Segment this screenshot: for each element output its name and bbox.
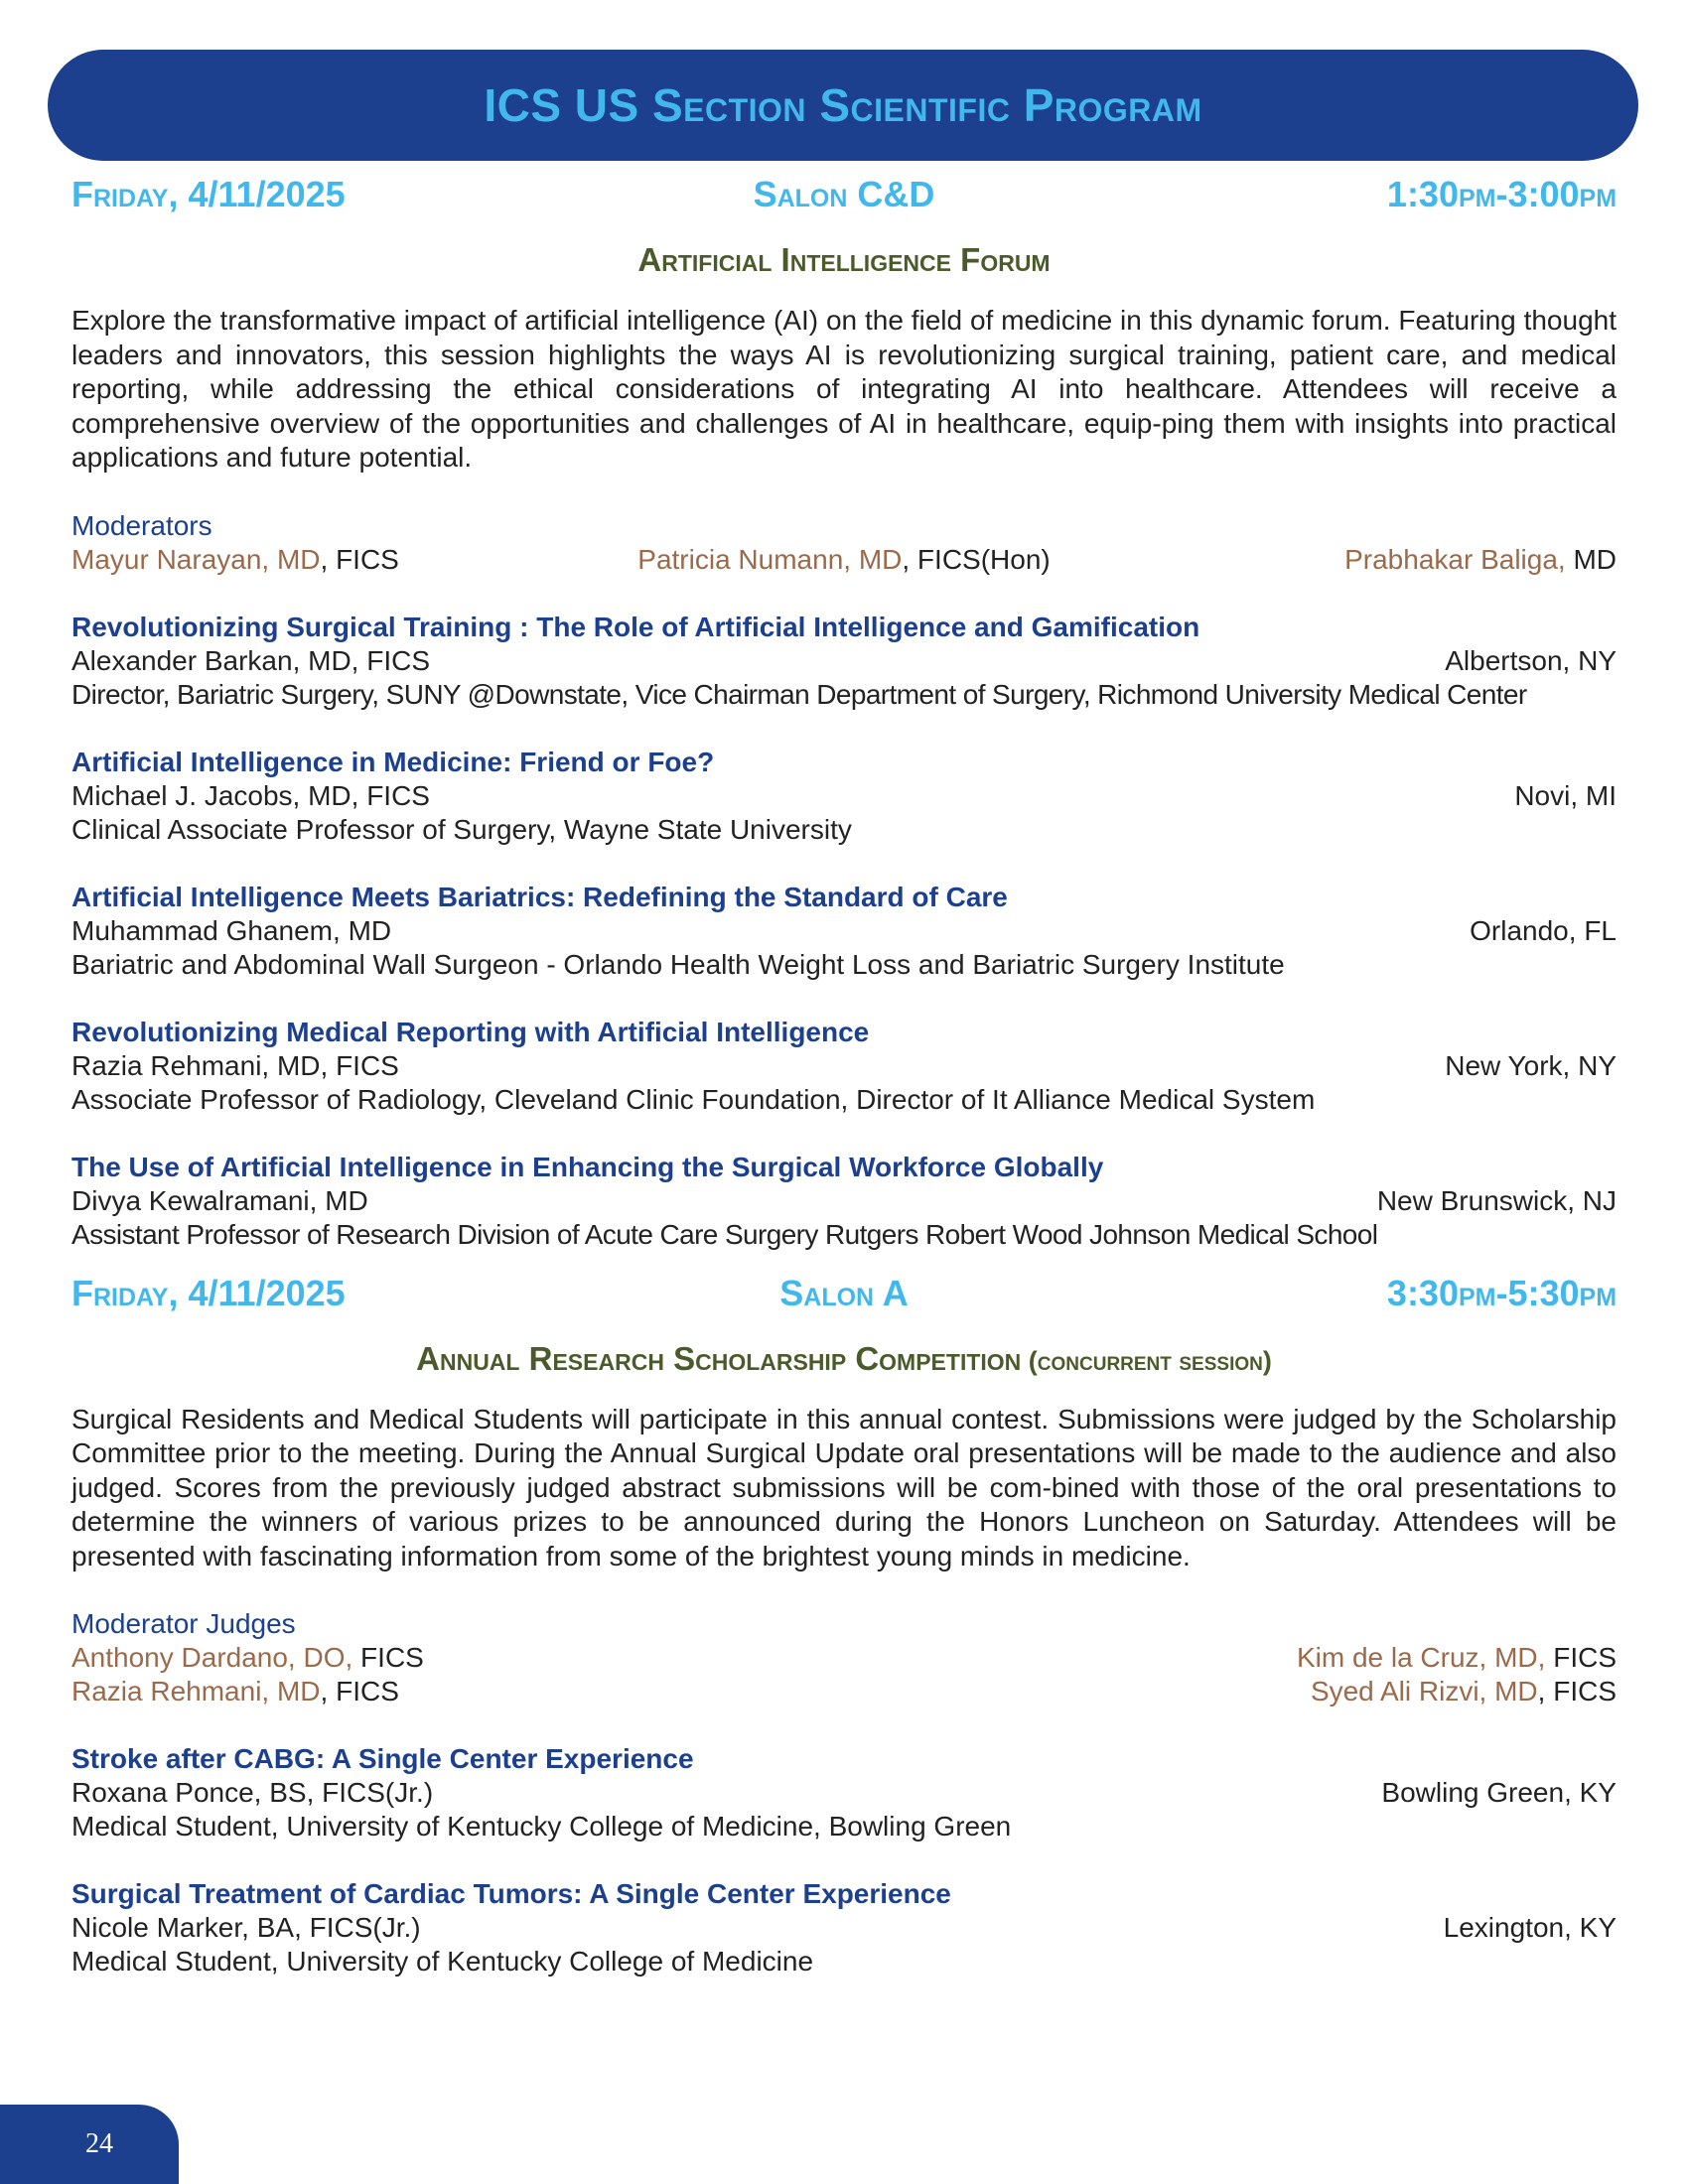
talk-location: Lexington, KY xyxy=(1443,1912,1617,1943)
judge-credentials: , FICS xyxy=(320,1676,399,1706)
page-number-tab xyxy=(0,2105,179,2184)
talk-location: New Brunswick, NJ xyxy=(1376,1184,1617,1216)
moderator xyxy=(587,543,1102,577)
session-room: Salon C&D xyxy=(753,174,935,214)
talk-title: Revolutionizing Medical Reporting with Artificial Intelligence xyxy=(71,1016,870,1047)
talk-location: Orlando, FL xyxy=(1470,914,1617,946)
talk-speaker: Michael J. Jacobs, MD, FICS xyxy=(71,779,430,811)
session-time: 3:30pm-5:30pm xyxy=(1386,1272,1618,1313)
moderator-credentials: , FICS(Hon) xyxy=(902,543,1051,575)
talk-speaker-row xyxy=(71,1049,1617,1083)
moderators-row xyxy=(71,543,1617,577)
talk-affiliation: Associate Professor of Radiology, Cleveland Clinic Foundation, Director of It Alliance Medical System xyxy=(71,1083,1316,1115)
talk-affiliation: Assistant Professor of Research Division of Acute Care Surgery Rutgers Robert Wood Johnson Medical School xyxy=(71,1218,1378,1250)
session-title-text: Annual Research Scholarship Competition xyxy=(416,1339,1022,1377)
session-day: Friday, 4/11/2025 xyxy=(71,174,346,214)
moderator xyxy=(71,543,587,577)
judge-name: Razia Rehmani, MD xyxy=(71,1676,321,1706)
talk-speaker-row xyxy=(71,644,1617,678)
session-room: Salon A xyxy=(779,1272,909,1313)
session-title xyxy=(71,238,1617,282)
header-banner xyxy=(48,50,1638,161)
session-day: Friday, 4/11/2025 xyxy=(71,1272,346,1313)
talk-entry xyxy=(71,1016,1617,1117)
talk-speaker: Nicole Marker, BA, FICS(Jr.) xyxy=(71,1912,421,1943)
talk-entry xyxy=(71,746,1617,847)
talk-speaker: Alexander Barkan, MD, FICS xyxy=(71,644,431,676)
talk-title: Artificial Intelligence Meets Bariatrics: Redefining the Standard of Care xyxy=(71,881,1008,912)
talk-title: Artificial Intelligence in Medicine: Friend or Foe? xyxy=(71,746,715,777)
moderator-credentials: , FICS xyxy=(320,543,399,575)
talk-speaker-row xyxy=(71,1911,1617,1945)
talk-affiliation: Bariatric and Abdominal Wall Surgeon - Orlando Health Weight Loss and Bariatric Surgery Institute xyxy=(71,948,1285,980)
judge-name: Syed Ali Rizvi, MD xyxy=(1310,1676,1538,1706)
talk-speaker-row xyxy=(71,914,1617,948)
talk-affiliation: Medical Student, University of Kentucky College of Medicine, Bowling Green xyxy=(71,1811,1012,1842)
session-header xyxy=(71,1268,1617,1319)
talk-title: Surgical Treatment of Cardiac Tumors: A Single Center Experience xyxy=(71,1878,951,1909)
moderator-name: Prabhakar Baliga, xyxy=(1344,543,1566,575)
talk-title: Revolutionizing Surgical Training : The Role of Artificial Intelligence and Gamification xyxy=(71,611,1200,642)
talk-speaker: Divya Kewalramani, MD xyxy=(71,1184,368,1216)
talk-affiliation: Medical Student, University of Kentucky College of Medicine xyxy=(71,1946,814,1977)
talk-location: New York, NY xyxy=(1445,1049,1617,1081)
judges-row xyxy=(71,1641,1617,1675)
session-description: Explore the transformative impact of artificial intelligence (AI) on the field of medicine in this dynamic forum. Featuring thought leaders and innovators, this session highlights the ways AI is revolutionizing surgical training, patient care, and medical reporting, while addressing the ethical considerations of integrating AI into healthcare. Attendees will receive a comprehensive overview of the opportunities and challenges of AI in healthcare, equip-ping them with insights into practical applications and future potential. xyxy=(71,305,1617,473)
judge-credentials: FICS xyxy=(1545,1642,1617,1673)
judge xyxy=(844,1675,1617,1708)
talk-speaker-row xyxy=(71,1776,1617,1810)
talk-title: Stroke after CABG: A Single Center Experience xyxy=(71,1743,694,1774)
talk-entry xyxy=(71,611,1617,712)
session-header xyxy=(71,169,1617,220)
moderator xyxy=(1101,543,1617,577)
moderator-name: Mayur Narayan, MD xyxy=(71,543,321,575)
talk-speaker-row xyxy=(71,1184,1617,1218)
talk-speaker: Muhammad Ghanem, MD xyxy=(71,914,392,946)
moderator-name: Patricia Numann, MD xyxy=(637,543,903,575)
judge-name: Kim de la Cruz, MD, xyxy=(1296,1642,1546,1673)
page-title: ICS US Section Scientific Program xyxy=(484,79,1202,131)
moderators-label: Moderators xyxy=(71,509,212,541)
talk-title: The Use of Artificial Intelligence in Enhancing the Surgical Workforce Globally xyxy=(71,1151,1104,1182)
talk-entry xyxy=(71,881,1617,982)
talk-location: Novi, MI xyxy=(1514,779,1617,811)
talk-entry xyxy=(71,1877,1617,1979)
judge-name: Anthony Dardano, DO, xyxy=(71,1642,353,1673)
talk-speaker: Razia Rehmani, MD, FICS xyxy=(71,1049,399,1081)
talk-location: Bowling Green, KY xyxy=(1381,1777,1617,1808)
program-content xyxy=(71,169,1617,1979)
talk-speaker: Roxana Ponce, BS, FICS(Jr.) xyxy=(71,1777,434,1808)
moderator-credentials: MD xyxy=(1565,543,1618,575)
talk-affiliation: Director, Bariatric Surgery, SUNY @Downstate, Vice Chairman Department of Surgery, Richmond University Medical Center xyxy=(71,678,1527,710)
session-title-text: Artificial Intelligence Forum xyxy=(637,241,1051,278)
page-number: 24 xyxy=(85,2128,113,2159)
talk-entry xyxy=(71,1742,1617,1843)
judges-row xyxy=(71,1675,1617,1708)
judge-credentials: FICS xyxy=(352,1642,424,1673)
judge xyxy=(71,1675,844,1708)
talk-entry xyxy=(71,1151,1617,1252)
session-title xyxy=(71,1337,1617,1381)
talk-speaker-row xyxy=(71,779,1617,813)
judge xyxy=(844,1641,1617,1675)
talk-location: Albertson, NY xyxy=(1445,644,1617,676)
judge-credentials: , FICS xyxy=(1537,1676,1617,1706)
session-description: Surgical Residents and Medical Students will participate in this annual contest. Submissions were judged by the Scholarship Committee prior to the meeting. During the Annual Surgical Update oral presentations will be made to the audience and also judged. Scores from the previously judged abstract submissions will be com-bined with those of the oral presentations to determine the winners of various prizes to be announced during the Honors Luncheon on Saturday. Attendees will be presented with fascinating information from some of the brightest young minds in medicine. xyxy=(71,1403,1617,1571)
judge xyxy=(71,1641,844,1675)
session-time: 1:30pm-3:00pm xyxy=(1386,174,1618,214)
moderator-judges-label: Moderator Judges xyxy=(71,1608,296,1639)
talk-affiliation: Clinical Associate Professor of Surgery, Wayne State University xyxy=(71,813,852,845)
session-title-suffix: (concurrent session) xyxy=(1021,1345,1272,1376)
